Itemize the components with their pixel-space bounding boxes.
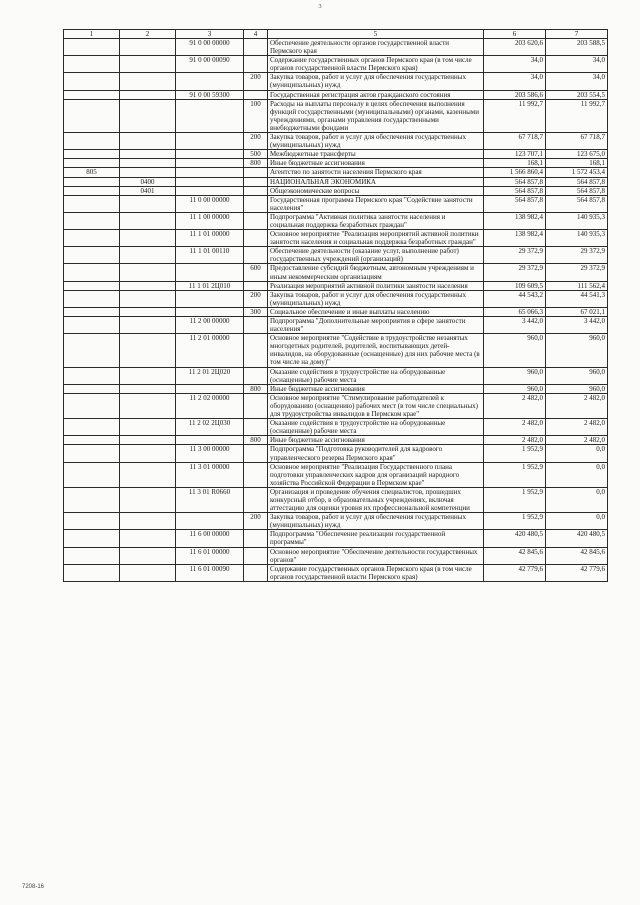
amount-year2-cell: 1 572 453,4 [546,168,608,177]
section-code-cell [120,564,176,581]
table-row [64,159,608,168]
table-row [64,168,608,177]
section-code-cell [120,462,176,487]
expense-type-cell: 200 [244,513,268,530]
description-cell: Государственная программа Пермского края "Содействие занятости населения" [268,195,484,212]
table-row [64,186,608,195]
section-code-cell [120,133,176,150]
table-row [64,513,608,530]
amount-year2-cell: 111 562,4 [546,281,608,290]
target-article-cell [176,513,244,530]
ministry-code-cell [64,39,120,56]
section-code-cell [120,393,176,418]
section-code-cell [120,436,176,445]
expense-type-cell [244,90,268,99]
amount-year2-cell: 44 541,3 [546,290,608,307]
section-code-cell [120,487,176,512]
description-cell: Основное мероприятие "Содействие в трудоустройстве незанятых многодетных родителей, родителей, воспитывающих детей-инвалидов, на оборудованные (оснащенные) для них рабочие места (в том числе на дому)" [268,334,484,367]
header-col-2: 2 [120,30,176,39]
amount-year2-cell: 420 480,5 [546,530,608,547]
target-article-cell: 91 0 00 59300 [176,90,244,99]
amount-year2-cell: 34,0 [546,56,608,73]
amount-year2-cell: 140 935,3 [546,230,608,247]
amount-year1-cell: 44 543,2 [484,290,546,307]
amount-year2-cell: 0,0 [546,445,608,462]
amount-year1-cell: 2 482,0 [484,419,546,436]
ministry-code-cell [64,133,120,150]
description-cell: Закупка товаров, работ и услуг для обеспечения государственных (муниципальных) нужд [268,133,484,150]
ministry-code-cell [64,436,120,445]
description-cell: Основное мероприятие "Реализация Государственного плана подготовки управленческих кадров для организаций народного хозяйства Российской Федерации в Пермском крае" [268,462,484,487]
header-col-4: 4 [244,30,268,39]
expense-type-cell: 100 [244,99,268,132]
section-code-cell [120,419,176,436]
header-col-3: 3 [176,30,244,39]
ministry-code-cell [64,384,120,393]
description-cell: Организация и проведение обучения специалистов, прошедших конкурсный отбор, в образовательных учреждениях, включая аттестацию для оценки уровня их профессиональной компетенции [268,487,484,512]
target-article-cell [176,73,244,90]
section-code-cell [120,384,176,393]
ministry-code-cell [64,150,120,159]
ministry-code-cell [64,195,120,212]
target-article-cell [176,177,244,186]
ministry-code-cell [64,564,120,581]
table-row [64,530,608,547]
section-code-cell [120,195,176,212]
ministry-code-cell [64,159,120,168]
expense-type-cell: 800 [244,436,268,445]
table-row [64,334,608,367]
amount-year2-cell: 42 845,6 [546,547,608,564]
table-row [64,547,608,564]
target-article-cell [176,186,244,195]
amount-year2-cell: 67 718,7 [546,133,608,150]
target-article-cell: 11 1 01 00000 [176,230,244,247]
table-row [64,317,608,334]
table-row [64,39,608,56]
expense-type-cell: 800 [244,159,268,168]
amount-year1-cell: 203 620,6 [484,39,546,56]
description-cell: Закупка товаров, работ и услуг для обеспечения государственных (муниципальных) нужд [268,290,484,307]
section-code-cell [120,317,176,334]
table-header-row [64,30,608,39]
amount-year1-cell: 1 952,9 [484,445,546,462]
amount-year1-cell: 564 857,8 [484,195,546,212]
table-row [64,445,608,462]
amount-year1-cell: 203 586,6 [484,90,546,99]
table-row [64,436,608,445]
ministry-code-cell [64,307,120,316]
amount-year2-cell: 0,0 [546,462,608,487]
section-code-cell: 0400 [120,177,176,186]
expense-type-cell [244,177,268,186]
amount-year1-cell: 67 718,7 [484,133,546,150]
ministry-code-cell [64,393,120,418]
table-body [64,39,608,582]
section-code-cell [120,307,176,316]
section-code-cell [120,445,176,462]
table-row [64,281,608,290]
section-code-cell [120,264,176,281]
ministry-code-cell [64,367,120,384]
description-cell: Подпрограмма "Дополнительные мероприятия в сфере занятости населения" [268,317,484,334]
description-cell: Социальное обеспечение и иные выплаты населению [268,307,484,316]
amount-year1-cell: 123 707,1 [484,150,546,159]
amount-year1-cell: 42 845,6 [484,547,546,564]
description-cell: НАЦИОНАЛЬНАЯ ЭКОНОМИКА [268,177,484,186]
description-cell: Агентство по занятости населения Пермского края [268,168,484,177]
amount-year1-cell: 960,0 [484,367,546,384]
section-code-cell [120,530,176,547]
ministry-code-cell: 805 [64,168,120,177]
target-article-cell [176,99,244,132]
target-article-cell: 11 3 01 R0660 [176,487,244,512]
target-article-cell: 11 0 00 00000 [176,195,244,212]
ministry-code-cell [64,317,120,334]
section-code-cell [120,39,176,56]
amount-year1-cell: 1 952,9 [484,462,546,487]
amount-year2-cell: 140 935,3 [546,212,608,229]
target-article-cell: 11 3 01 00000 [176,462,244,487]
amount-year1-cell: 960,0 [484,384,546,393]
description-cell: Обеспечение деятельности органов государственной власти Пермского края [268,39,484,56]
amount-year2-cell: 2 482,0 [546,419,608,436]
expense-type-cell [244,393,268,418]
amount-year2-cell: 960,0 [546,334,608,367]
amount-year1-cell: 65 066,3 [484,307,546,316]
ministry-code-cell [64,281,120,290]
description-cell: Оказание содействия в трудоустройстве на оборудованные (оснащенные) рабочие места [268,419,484,436]
table-row [64,264,608,281]
ministry-code-cell [64,547,120,564]
target-article-cell [176,159,244,168]
amount-year1-cell: 420 480,5 [484,530,546,547]
expense-type-cell [244,39,268,56]
expense-type-cell [244,230,268,247]
section-code-cell [120,290,176,307]
ministry-code-cell [64,90,120,99]
target-article-cell: 11 2 02 00000 [176,393,244,418]
expense-type-cell [244,195,268,212]
expense-type-cell [244,281,268,290]
header-col-7: 7 [546,30,608,39]
section-code-cell: 0401 [120,186,176,195]
target-article-cell: 11 1 00 00000 [176,212,244,229]
description-cell: Закупка товаров, работ и услуг для обеспечения государственных (муниципальных) нужд [268,73,484,90]
ministry-code-cell [64,230,120,247]
description-cell: Предоставление субсидий бюджетным, автономным учреждениям и иным некоммерческим организациям [268,264,484,281]
amount-year2-cell: 123 675,0 [546,150,608,159]
table-row [64,212,608,229]
ministry-code-cell [64,530,120,547]
budget-table [63,29,608,582]
ministry-code-cell [64,186,120,195]
table-row [64,247,608,264]
section-code-cell [120,513,176,530]
expense-type-cell [244,168,268,177]
table-row [64,133,608,150]
target-article-cell [176,290,244,307]
expense-type-cell [244,186,268,195]
target-article-cell: 91 0 00 00090 [176,56,244,73]
target-article-cell: 11 2 01 2Ц020 [176,367,244,384]
description-cell: Реализация мероприятий активной политики занятости населения [268,281,484,290]
amount-year2-cell: 960,0 [546,367,608,384]
table-row [64,419,608,436]
amount-year1-cell: 960,0 [484,334,546,367]
section-code-cell [120,56,176,73]
amount-year1-cell: 2 482,0 [484,436,546,445]
table-row [64,195,608,212]
ministry-code-cell [64,445,120,462]
table-row [64,393,608,418]
expense-type-cell [244,564,268,581]
description-cell: Иные бюджетные ассигнования [268,159,484,168]
amount-year1-cell: 138 982,4 [484,230,546,247]
expense-type-cell: 200 [244,290,268,307]
section-code-cell [120,212,176,229]
amount-year1-cell: 34,0 [484,73,546,90]
expense-type-cell [244,56,268,73]
expense-type-cell: 200 [244,73,268,90]
table-row [64,150,608,159]
description-cell: Основное мероприятие "Реализация мероприятий активной политики занятости населения и социальная поддержка безработных граждан" [268,230,484,247]
amount-year2-cell: 29 372,9 [546,247,608,264]
table-row [64,56,608,73]
ministry-code-cell [64,487,120,512]
header-col-1: 1 [64,30,120,39]
expense-type-cell: 600 [244,264,268,281]
table-row [64,487,608,512]
target-article-cell: 11 2 00 00000 [176,317,244,334]
section-code-cell [120,159,176,168]
amount-year2-cell: 11 992,7 [546,99,608,132]
amount-year2-cell: 3 442,0 [546,317,608,334]
description-cell: Содержание государственных органов Пермского края (в том числе органов государственной власти Пермского края) [268,564,484,581]
section-code-cell [120,247,176,264]
amount-year1-cell: 138 982,4 [484,212,546,229]
section-code-cell [120,281,176,290]
amount-year1-cell: 34,0 [484,56,546,73]
section-code-cell [120,230,176,247]
amount-year2-cell: 564 857,8 [546,186,608,195]
description-cell: Расходы на выплаты персоналу в целях обеспечения выполнения функций государственными (муниципальными) органами, казенными учреждениями, органами управления государственными внебюджетными фондами [268,99,484,132]
amount-year2-cell: 42 779,6 [546,564,608,581]
amount-year2-cell: 203 554,5 [546,90,608,99]
expense-type-cell: 300 [244,307,268,316]
expense-type-cell [244,317,268,334]
document-code: 7208-16 [22,884,45,890]
amount-year1-cell: 168,1 [484,159,546,168]
amount-year1-cell: 564 857,8 [484,186,546,195]
expense-type-cell [244,367,268,384]
ministry-code-cell [64,177,120,186]
target-article-cell [176,264,244,281]
ministry-code-cell [64,73,120,90]
ministry-code-cell [64,247,120,264]
table-row [64,462,608,487]
target-article-cell [176,150,244,159]
target-article-cell [176,384,244,393]
ministry-code-cell [64,56,120,73]
table-row [64,230,608,247]
amount-year1-cell: 1 566 860,4 [484,168,546,177]
amount-year1-cell: 3 442,0 [484,317,546,334]
description-cell: Основное мероприятие "Обеспечение деятельности государственных органов" [268,547,484,564]
ministry-code-cell [64,462,120,487]
section-code-cell [120,168,176,177]
ministry-code-cell [64,264,120,281]
target-article-cell: 11 6 01 00090 [176,564,244,581]
target-article-cell [176,133,244,150]
amount-year1-cell: 29 372,9 [484,247,546,264]
expense-type-cell: 500 [244,150,268,159]
expense-type-cell [244,419,268,436]
table-row [64,384,608,393]
target-article-cell: 11 1 01 2Ц010 [176,281,244,290]
section-code-cell [120,150,176,159]
amount-year2-cell: 564 857,8 [546,177,608,186]
description-cell: Иные бюджетные ассигнования [268,384,484,393]
expense-type-cell [244,334,268,367]
description-cell: Содержание государственных органов Пермского края (в том числе органов государственной власти Пермского края) [268,56,484,73]
amount-year1-cell: 42 779,6 [484,564,546,581]
description-cell: Общеэкономические вопросы [268,186,484,195]
table-row [64,367,608,384]
target-article-cell: 11 3 00 00000 [176,445,244,462]
expense-type-cell [244,487,268,512]
amount-year1-cell: 11 992,7 [484,99,546,132]
expense-type-cell [244,445,268,462]
description-cell: Оказание содействия в трудоустройстве на оборудованные (оснащенные) рабочие места [268,367,484,384]
amount-year1-cell: 564 857,8 [484,177,546,186]
section-code-cell [120,73,176,90]
target-article-cell: 11 6 01 00000 [176,547,244,564]
table-row [64,73,608,90]
ministry-code-cell [64,513,120,530]
table-row [64,99,608,132]
expense-type-cell [244,212,268,229]
target-article-cell: 91 0 00 00000 [176,39,244,56]
amount-year2-cell: 2 482,0 [546,436,608,445]
section-code-cell [120,99,176,132]
description-cell: Межбюджетные трансферты [268,150,484,159]
amount-year1-cell: 1 952,9 [484,487,546,512]
amount-year2-cell: 0,0 [546,487,608,512]
table-row [64,90,608,99]
description-cell: Подпрограмма "Обеспечение реализации государственной программы" [268,530,484,547]
target-article-cell [176,168,244,177]
ministry-code-cell [64,212,120,229]
amount-year1-cell: 29 372,9 [484,264,546,281]
description-cell: Государственная регистрация актов гражданского состояния [268,90,484,99]
expense-type-cell [244,530,268,547]
amount-year1-cell: 2 482,0 [484,393,546,418]
amount-year2-cell: 34,0 [546,73,608,90]
description-cell: Закупка товаров, работ и услуг для обеспечения государственных (муниципальных) нужд [268,513,484,530]
target-article-cell: 11 1 01 00110 [176,247,244,264]
expense-type-cell: 800 [244,384,268,393]
section-code-cell [120,367,176,384]
description-cell: Иные бюджетные ассигнования [268,436,484,445]
amount-year1-cell: 109 609,5 [484,281,546,290]
amount-year2-cell: 2 482,0 [546,393,608,418]
amount-year2-cell: 67 021,1 [546,307,608,316]
expense-type-cell [244,462,268,487]
description-cell: Подпрограмма "Активная политика занятости населения и социальная поддержка безработных граждан" [268,212,484,229]
section-code-cell [120,90,176,99]
table-row [64,307,608,316]
ministry-code-cell [64,290,120,307]
ministry-code-cell [64,99,120,132]
amount-year2-cell: 0,0 [546,513,608,530]
table-row [64,290,608,307]
section-code-cell [120,547,176,564]
header-col-5: 5 [268,30,484,39]
ministry-code-cell [64,334,120,367]
amount-year1-cell: 1 952,9 [484,513,546,530]
description-cell: Подпрограмма "Подготовка руководителей для кадрового управленческого резерва Пермского края" [268,445,484,462]
target-article-cell: 11 2 02 2Ц030 [176,419,244,436]
target-article-cell [176,436,244,445]
amount-year2-cell: 960,0 [546,384,608,393]
amount-year2-cell: 564 857,8 [546,195,608,212]
amount-year2-cell: 29 372,9 [546,264,608,281]
description-cell: Обеспечение деятельности (оказание услуг, выполнение работ) государственных учреждений (организаций) [268,247,484,264]
target-article-cell: 11 2 01 00000 [176,334,244,367]
table-row [64,564,608,581]
description-cell: Основное мероприятие "Стимулирование работодателей к оборудованию (оснащению) рабочих мест (в том числе специальных) для трудоустройства инвалидов в Пермском крае" [268,393,484,418]
amount-year2-cell: 203 588,5 [546,39,608,56]
amount-year2-cell: 168,1 [546,159,608,168]
ministry-code-cell [64,419,120,436]
target-article-cell [176,307,244,316]
expense-type-cell [244,547,268,564]
section-code-cell [120,334,176,367]
header-col-6: 6 [484,30,546,39]
expense-type-cell: 200 [244,133,268,150]
page-number: 3 [318,3,322,10]
table-row [64,177,608,186]
target-article-cell: 11 6 00 00000 [176,530,244,547]
expense-type-cell [244,247,268,264]
